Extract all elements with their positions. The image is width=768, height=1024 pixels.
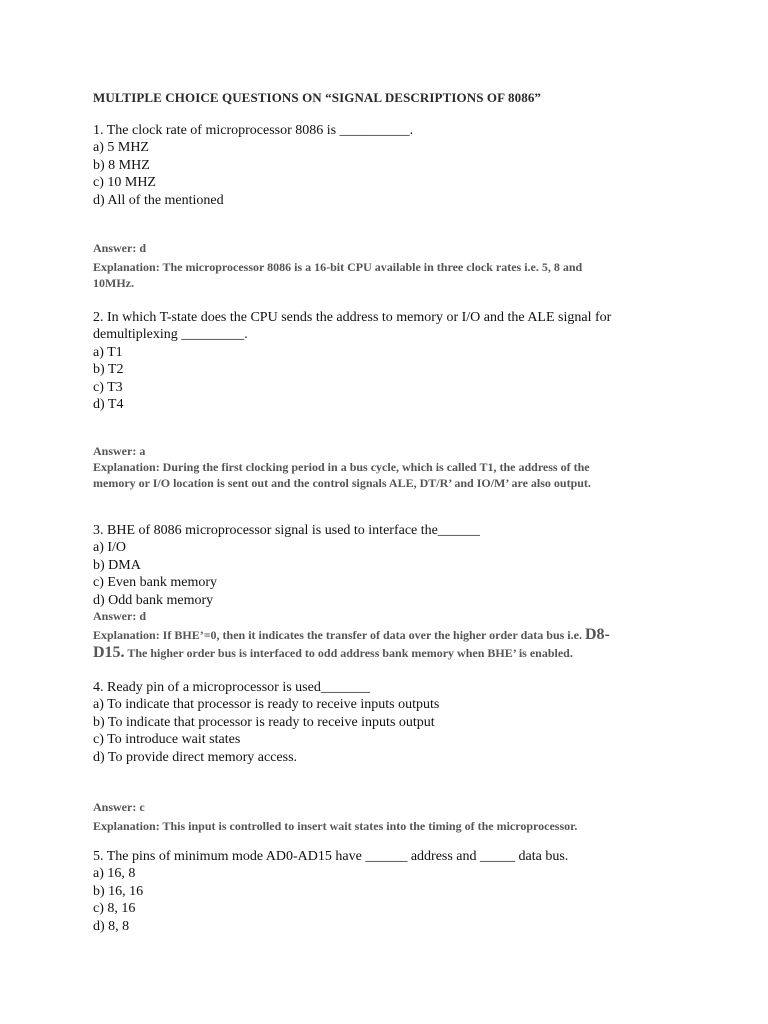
option-d: d) 8, 8 xyxy=(93,918,130,934)
explanation-line: Explanation: During the first clocking period in a bus cycle, which is called T1, the address of the xyxy=(93,460,590,474)
option-d: d) To provide direct memory access. xyxy=(93,749,298,765)
option-a: a) To indicate that processor is ready to receive inputs outputs xyxy=(93,697,440,713)
explanation-text: The higher order bus is interfaced to odd address bank memory when BHE’ is enabled. xyxy=(124,646,573,660)
bus-range-end: D15. xyxy=(93,644,125,661)
question-text: 2. In which T-state does the CPU sends the address to memory or I/O and the ALE signal for xyxy=(93,310,612,325)
option-d: d) T4 xyxy=(93,397,124,413)
option-d: d) All of the mentioned xyxy=(93,192,224,208)
question-1 xyxy=(93,122,413,209)
answer-2: Answer: a xyxy=(93,444,146,458)
explanation-4 xyxy=(93,818,673,834)
explanation-1 xyxy=(93,259,673,291)
question-text: 3. BHE of 8086 microprocessor signal is used to interface the______ xyxy=(93,523,480,538)
question-5 xyxy=(93,848,568,935)
option-a: a) 5 MHZ xyxy=(93,140,149,156)
explanation-line: Explanation: This input is controlled to insert wait states into the timing of the microprocessor. xyxy=(93,819,578,833)
option-b: b) T2 xyxy=(93,362,124,378)
question-text: demultiplexing _________. xyxy=(93,327,248,343)
explanation-line xyxy=(93,627,673,643)
option-c: c) T3 xyxy=(93,379,123,395)
option-c: c) 10 MHZ xyxy=(93,175,156,191)
document-title: MULTIPLE CHOICE QUESTIONS ON “SIGNAL DESCRIPTIONS OF 8086” xyxy=(93,90,542,105)
question-text: 1. The clock rate of microprocessor 8086 is __________. xyxy=(93,123,414,138)
answer-3: Answer: d xyxy=(93,609,146,623)
option-c: c) 8, 16 xyxy=(93,901,136,917)
question-text: 5. The pins of minimum mode AD0-AD15 have ______ address and _____ data bus. xyxy=(93,849,569,864)
explanation-line: memory or I/O location is sent out and the control signals ALE, DT/R’ and IO/M’ are also output. xyxy=(93,476,591,490)
option-b: b) DMA xyxy=(93,557,141,573)
explanation-2 xyxy=(93,459,673,491)
option-c: c) To introduce wait states xyxy=(93,732,241,748)
explanation-3 xyxy=(93,627,673,661)
option-b: b) 8 MHZ xyxy=(93,157,150,173)
bus-range-start: D8- xyxy=(584,626,610,643)
answer-1: Answer: d xyxy=(93,241,146,255)
option-a: a) 16, 8 xyxy=(93,866,136,882)
question-2 xyxy=(93,309,611,413)
option-b: b) To indicate that processor is ready to receive inputs output xyxy=(93,714,435,730)
explanation-text: Explanation: If BHE’=0, then it indicates the transfer of data over the higher order data bus i.e. xyxy=(93,628,585,642)
answer-4: Answer: c xyxy=(93,800,145,814)
option-b: b) 16, 16 xyxy=(93,883,144,899)
explanation-line: Explanation: The microprocessor 8086 is a 16-bit CPU available in three clock rates i.e. 5, 8 and xyxy=(93,260,583,274)
option-c: c) Even bank memory xyxy=(93,575,218,591)
option-d: d) Odd bank memory xyxy=(93,592,214,608)
question-3 xyxy=(93,522,480,609)
question-4 xyxy=(93,679,439,766)
option-a: a) I/O xyxy=(93,540,127,556)
option-a: a) T1 xyxy=(93,344,123,360)
explanation-line xyxy=(93,645,673,661)
explanation-line: 10MHz. xyxy=(93,276,134,290)
question-text: 4. Ready pin of a microprocessor is used_______ xyxy=(93,680,370,695)
